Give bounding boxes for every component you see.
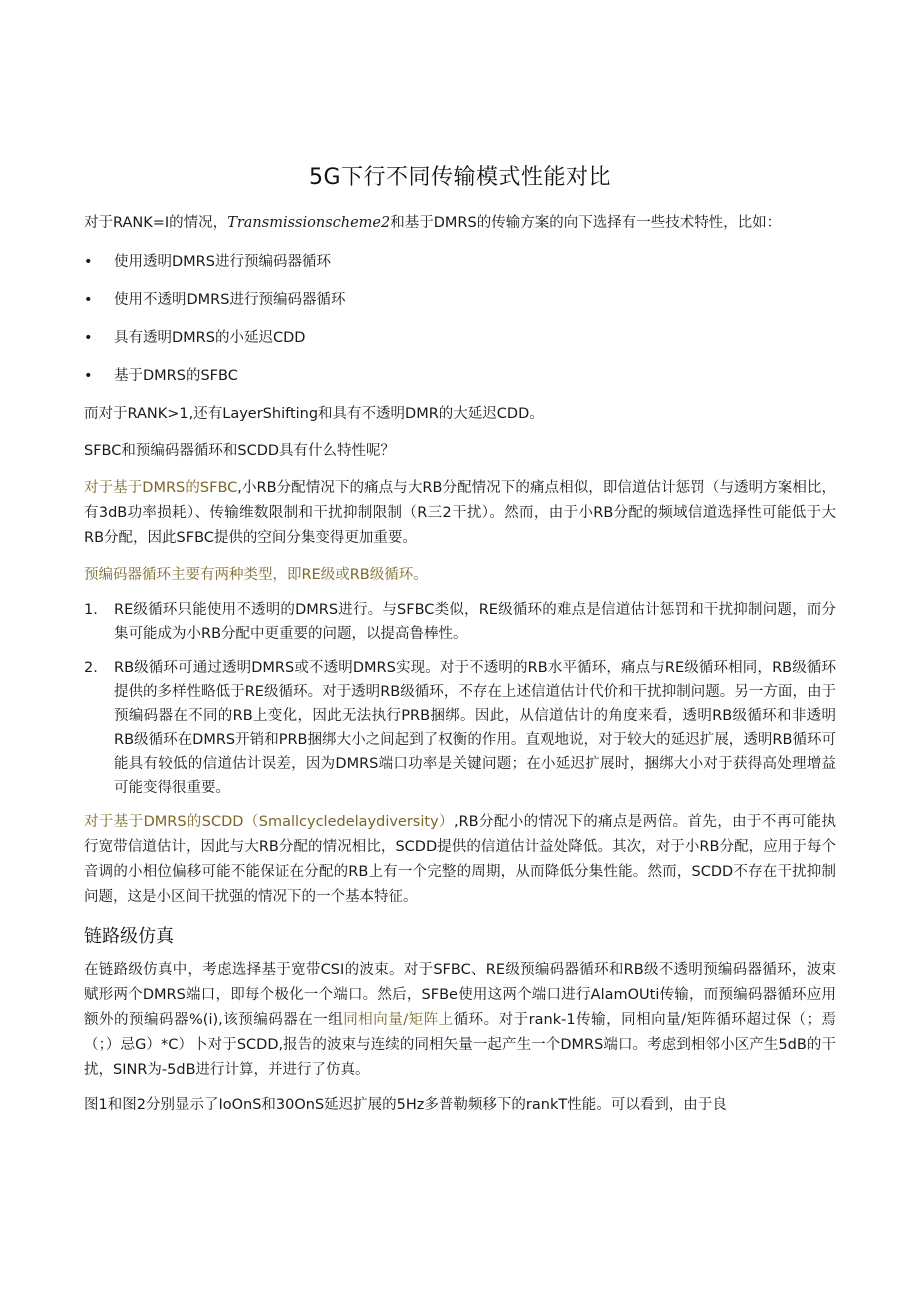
intro-paragraph <box>84 211 836 236</box>
item-number: 1. <box>84 602 98 618</box>
list-item-text: 使用不透明DMRS进行预编码器循环 <box>114 292 346 308</box>
precoder-types-paragraph: 预编码器循环主要有两种类型，即RE级或RB级循环。 <box>84 567 428 583</box>
question-paragraph: SFBC和预编码器循环和SCDD具有什么特性呢？ <box>84 443 396 459</box>
precoder-list <box>84 598 836 800</box>
item-number: 2. <box>84 660 98 676</box>
numbered-item-text: RB级循环可通过透明DMRS或不透明DMRS实现。对于不透明的RB水平循环，痛点与RE级循环相同，RB级循环提供的多样性略低于RE级循环。对于透明RB级循环，不存在上述信道估计代价和干扰抑制问题。另一方面，由于预编码器在不同的RB上变化，因此无法执行PRB捆绑。因此，从信道估计的角度来看，透明RB级循环和非透明RB级循环在DMRS开销和PRB捆绑大小之间起到了权衡的作用。直观地说，对于较大的延迟扩展，透明RB循环可能具有较低的信道估计误差，因为DMRS端口功率是关键问题；在小延迟扩展时，捆绑大小对于获得高处理增益可能变得很重要。 <box>114 660 836 796</box>
sfbc-text: ,小RB分配情况下的痛点与大RB分配情况下的痛点相似，即信道估计惩罚（与透明方案相比，有3dB功率损耗）、传输维数限制和干扰抑制限制（R三2干扰）。然而，由于小RB分配的频域信道选择性可能低于大RB分配，因此SFBC提供的空间分集变得更加重要。 <box>84 480 836 546</box>
numbered-item <box>84 656 836 800</box>
sfbc-paragraph <box>84 476 836 551</box>
sim-accent: 同相向量/矩阵上 <box>343 1012 454 1028</box>
numbered-item <box>84 598 836 646</box>
intro-text-2: 和基于DMRS的传输方案的向下选择有一些技术特性，比如： <box>390 215 782 231</box>
bullet-icon: • <box>84 254 93 270</box>
list-item-text: 具有透明DMRS的小延迟CDD <box>114 330 306 346</box>
list-item-text: 使用透明DMRS进行预编码器循环 <box>114 254 331 270</box>
list-item <box>84 288 836 313</box>
bullet-icon: • <box>84 292 93 308</box>
figure-paragraph: 图1和图2分别显示了IoOnS和30OnS延迟扩展的5Hz多普勒频移下的rankT性能。可以看到，由于良 <box>84 1097 727 1113</box>
scdd-paragraph <box>84 810 836 910</box>
scdd-lead: 对于基于DMRS的SCDD（Smallcycledelaydiversity） <box>84 814 454 830</box>
numbered-item-text: RE级循环只能使用不透明的DMRS进行。与SFBC类似，RE级循环的难点是信道估计惩罚和干扰抑制问题，而分集可能成为小RB分配中更重要的问题，以提高鲁棒性。 <box>114 602 836 642</box>
scheme-name: Transmissionscheme2 <box>227 215 391 231</box>
list-item-text: 基于DMRS的SFBC <box>114 368 238 384</box>
bullet-icon: • <box>84 368 93 384</box>
page-title: 5G下行不同传输模式性能对比 <box>308 165 612 190</box>
list-item <box>84 250 836 275</box>
list-item <box>84 364 836 389</box>
list-item <box>84 326 836 351</box>
simulation-paragraph <box>84 958 836 1083</box>
section-heading: 链路级仿真 <box>84 926 174 947</box>
scdd-text: ,RB分配小的情况下的痛点是两倍。首先，由于不再可能执行宽带信道估计，因此与大RB分配的情况相比，SCDD提供的信道估计益处降低。其次，对于小RB分配，应用于每个音调的小相位偏移可能不能保证在分配的RB上有一个完整的周期，从而降低分集性能。然而，SCDD不存在干扰抑制问题，这是小区间干扰强的情况下的一个基本特征。 <box>84 814 836 905</box>
intro-text-1: 对于RANK=I的情况， <box>84 215 228 231</box>
feature-list <box>84 250 836 389</box>
bullet-icon: • <box>84 330 93 346</box>
sim-text-1: 在链路级仿真中，考虑选择基于宽带CSI的波束。对于SFBC、RE级预编码器循环和RB级不透明预编码器循环，波束赋形两个DMRS端口，即每个极化一个端口。然后，SFBe使用这两个端口进行AlamOUti传输，而预编码器循环应用额外的预编码器%(i),该预编码器在一组 <box>84 962 836 1028</box>
rank-paragraph: 而对于RANK>1,还有LayerShifting和具有不透明DMR的大延迟CDD。 <box>84 406 544 422</box>
sfbc-lead: 对于基于DMRS的SFBC <box>84 480 238 496</box>
sim-text-2: 循环。对于rank-1传输，同相向量/矩阵循环超过保（；焉（；）忌G）*C）卜对于SCDD,报告的波束与连续的同相矢量一起产生一个DMRS端口。考虑到相邻小区产生5dB的干扰，SINR为-5dB进行计算，并进行了仿真。 <box>84 1012 836 1078</box>
